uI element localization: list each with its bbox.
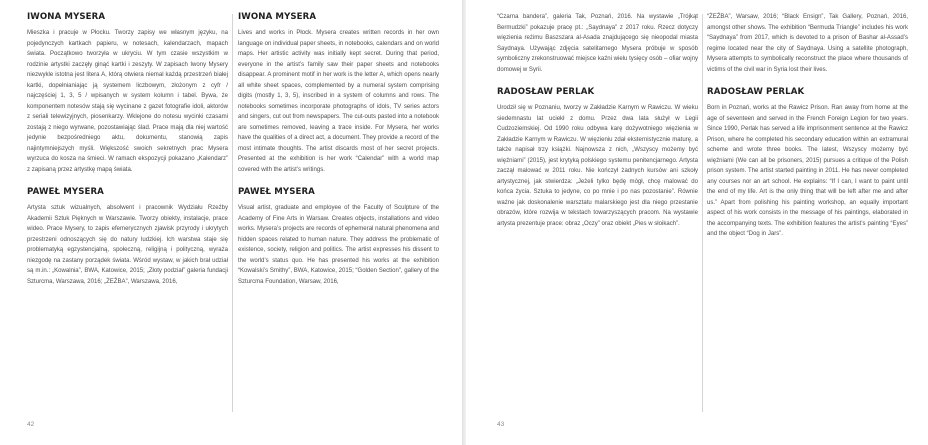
section-body: Lives and works in Płock. Mysera creates written records in her own language on individual paper sheets, in notebooks, calendars and on world maps. Her artistic activity was initially kept secret. During that period, everyone in the artist’s family saw their paper sheets and notebooks disappear. A prominent motif in her work is the letter A, which opens nearly all white sheet spaces, complemented by a numeral system comprising digits (mostly 1, 3, 5), inscribed in a system of columns and rows. The notebooks sometimes incorporate photographs of idols, TV series actors and singers, cut out from newspapers. The cut-outs pasted into a notebook are sometimes removed, leaving a trace inside. For Mysera, her works have the qualities of a direct act, a document. They provide a record of the most intimate thoughts. The artist discards most of her secret projects. Presented at the exhibition is her work “Calendar” with a world map covered with the artist’s writings. (238, 30, 439, 173)
section-heading: RADOSŁAW PERLAK (707, 87, 805, 97)
section-heading: IWONA MYSERA (238, 12, 317, 22)
section-body: Visual artist, graduate and employee of the Faculty of Sculpture of the Academy of Fine Arts in Warsaw. Creates objects, installations and video works. Mysera’s projects are records of ephemeral natural phenomena and hidden spaces related to human nature. They address the problematic of existence, society, religion and politics. The artist expresses his dissent to the world’s status quo. He has presented his works at the exhibition “Kowalski’s Smithy”, BWA, Katowice, 2015; “Golden Section”, gallery of the Szturcma Foundation, Warsaw, 2016, (238, 205, 439, 285)
section-body: Artysta sztuk wizualnych, absolwent i pracownik Wydziału Rzeźby Akademii Sztuk Pięknych w Warszawie. Tworzy obiekty, instalacje, prace wideo. Prace Mysery, to zapis efemerycznych zjawisk przyrody i ukrytych przestrzeni odnoszących się do natury ludzkiej. Ich warstwa staje się problematyką egzystencjalną, społeczną, religijną i polityczną, wyraża niezgodę na zastany porządek świata. Wśród wystaw, w jakich brał udział są m.in.: „Kowalnia”, BWA, Katowice, 2015; „Złoty podział” galeria fundacji Szturcma, Warszawa, 2016; „ŻEŹBA”, Warszawa, 2016, (27, 205, 228, 285)
left-page (0, 0, 462, 445)
right-page (466, 0, 928, 445)
page-number: 43 (497, 421, 505, 428)
section-heading: IWONA MYSERA (27, 12, 106, 22)
polish-column (27, 12, 228, 299)
section-body: Urodził się w Poznaniu, tworzy w Zakładzie Karnym w Rawiczu. W wieku siedemnastu lat uciekł z domu. Przez dwa lata służył w Legii Cudzoziemskiej. Od 1990 roku odbywa karę dożywotniego więzienia w Zakładzie Karnym w Rawiczu. W więzieniu zdał eksternistycznie maturę, a także napisał trzy książki. Najnowsza z nich, „Wszyscy możemy być więźniami” (2015), jest krytyką polskiego systemu penitencjarnego. Artysta zaczął malować w 2011 roku. Nie kończył żadnych kursów ani szkoły artystycznej, jak stwierdza: „Jeżeli tylko będę mógł, chcę malować do końca życia. Sztuka to jedyne, co po mnie i po nas pozostanie”. Równie ważne jak doskonalenie warsztatu malarskiego jest dla niego przestanie obrazów, które rozwija w tekstach towarzyszących pracom. Na wystawie artysta prezentuje prace: obraz „Oczy” oraz obiekt „Pies w słoikach”. (497, 105, 698, 227)
column-divider (232, 14, 233, 412)
section-heading: PAWEŁ MYSERA (27, 187, 104, 197)
section-heading: RADOSŁAW PERLAK (497, 87, 595, 97)
section-body: “Czarna bandera”, galeria Tak, Poznań, 2016. Na wystawie „Trójkąt Bermudzki” pokazuje pracę pt.: „Saydnaya” z 2017 roku. Rzecz dotyczy więzienia reżimu Baszszara al-Asada znajdującego się nieopodal miasta Saydnaya. Używając zdjęcia satelitarnego Mysera próbuje w sposób symboliczny zrekonstruować miejsce kaźni wielu tysięcy osób – ofiar wojny domowej w Syrii. (497, 14, 698, 73)
polish-column (497, 12, 698, 241)
english-column (238, 12, 439, 299)
page-number: 42 (27, 421, 35, 428)
section-body: Mieszka i pracuje w Płocku. Tworzy zapisy we własnym języku, na pojedynczych kartkach papieru, w notesach, kalendarzach, mapach świata. Początkowo tworzyła w ukryciu. W tym czasie wszystkim w rodzinie artystki zaczęły ginąć kartki i zeszyty. W zapisach Iwony Mysery niezwykle istotna jest litera A, którą otwiera niemal każdą przestrzeń białej kartki, dopełnianiając ją systemem liczbowym, złożonym z cyfr / najczęściej 1, 3, 5 / wpisanych w system kolumn i tabel. Bywa, że komponentem notesów stają się wycinane z gazet fotografie idoli, aktorów z seriali telewizyjnych, piosenkarzy. Wklejone do notesu wycinki czasami zostają z niego wyrwane, pozostawiając ślad. Prace mają dla niej wartość jedynie bezpośredniego aktu, dokumentu, stanowią zapis najintymniejszych myśli. Większość swoich sekretnych prac Mysera wyrzuca do kosza na śmieci. W ramach ekspozycji pokazano „Kalendarz” z zapisaną przez artystkę mapą świata. (27, 30, 228, 173)
section-heading: PAWEŁ MYSERA (238, 187, 315, 197)
column-divider (702, 14, 703, 412)
english-column (707, 12, 908, 252)
section-body: “ŻEŹBA”, Warsaw, 2016; “Black Ensign”, Tak Gallery, Poznań, 2016, amongst other shows. The exhibition “Bermuda Triangle” includes his work “Saydnaya” from 2017, which is devoted to a prison of Bashar al-Assad’s regime located near the city of Saydnaya. Using a satellite photograph, Mysera attempts to symbolically reconstruct the place where thousands of victims of the civil war in Syria lost their lives. (707, 14, 908, 73)
section-body: Born in Poznań, works at the Rawicz Prison. Ran away from home at the age of seventeen and served in the French Foreign Legion for two years. Since 1990, Perlak has served a life imprisonment sentence at the Rawicz Prison, where he completed his secondary education within an extramural scheme and wrote three books. The latest, Wszyscy możemy być więźniami (We can all be prisoners, 2015) pursues a critique of the Polish prison system. The artist started painting in 2011. He has never completed any courses nor an art school. He explains: “If I can, I want to paint until the end of my life. Art is the only thing that will be left after me and after us.” Apart from polishing his painting workshop, an equally important aspect of his work consists in the message of his paintings, elaborated in the accompanying texts. The exhibition features the artist’s painting “Eyes” and the object “Dog in Jars”. (707, 105, 908, 237)
